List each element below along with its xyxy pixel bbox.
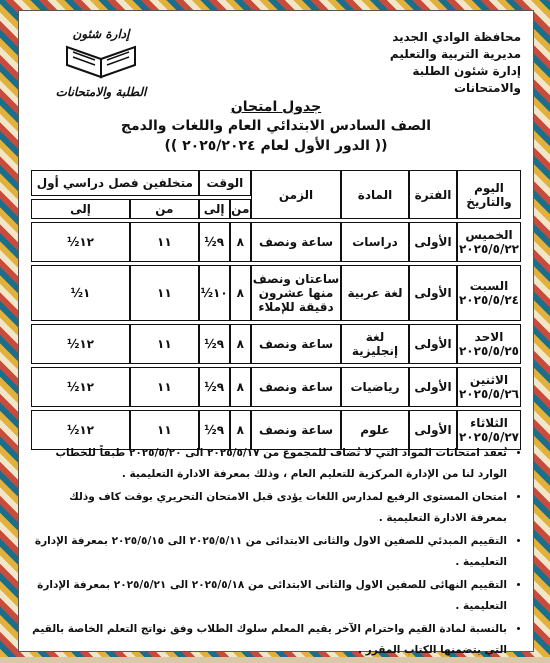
day-name: الاحد (474, 330, 504, 344)
header-duration: الزمن (251, 170, 341, 219)
makeup-from-cell: ١١ (130, 367, 199, 407)
makeup-to-cell: ١٢½ (31, 367, 130, 407)
time-from-cell: ٨ (230, 222, 251, 262)
subject-cell: علوم (341, 410, 409, 450)
duration-cell: ساعة ونصف (251, 324, 341, 364)
header-subject: المادة (341, 170, 409, 219)
period-cell: الأولى (409, 222, 457, 262)
document-subtitle: الصف السادس الابتدائي العام واللغات والدمج (120, 118, 432, 134)
subject-cell: دراسات (341, 222, 409, 262)
duration-cell: ساعة ونصف (251, 410, 341, 450)
makeup-from-cell: ١١ (130, 265, 199, 321)
makeup-to-cell: ١½ (31, 265, 130, 321)
day-cell (457, 265, 521, 321)
duration-cell: ساعتان ونصف منها عشرون دقيقة للإملاء (251, 265, 341, 321)
note-item: • امتحان المستوى الرفيع لمدارس اللغات يؤدى قبل الامتحان التحريري بوقت كاف وذلك بمعرفة الادارة التعليمية . (31, 487, 507, 529)
day-name: الثلاثاء (470, 416, 508, 430)
day-cell (457, 367, 521, 407)
governorate-label: محافظة الوادي الجديد (392, 30, 521, 44)
table-row (31, 324, 521, 364)
time-to-cell: ٩½ (199, 324, 230, 364)
time-to-cell: ٩½ (199, 410, 230, 450)
period-cell: الأولى (409, 324, 457, 364)
exam-schedule-table (31, 167, 521, 453)
notes-section (31, 443, 521, 663)
document-page (18, 10, 534, 656)
day-cell (457, 222, 521, 262)
day-date: ٢٠٢٥/٥/٢٤ (458, 293, 520, 307)
makeup-to-cell: ١٢½ (31, 324, 130, 364)
subject-cell: لغة عربية (341, 265, 409, 321)
logo-line1: إدارة شئون (72, 27, 130, 41)
period-cell: الأولى (409, 410, 457, 450)
header-time-from: من (230, 199, 251, 219)
duration-cell: ساعة ونصف (251, 222, 341, 262)
header-makeup-to: إلى (31, 199, 130, 219)
header-time: الوقت (199, 170, 251, 196)
time-from-cell: ٨ (230, 324, 251, 364)
day-name: السبت (469, 279, 509, 293)
makeup-from-cell: ١١ (130, 410, 199, 450)
day-name: الاثنين (469, 373, 509, 387)
time-to-cell: ٩½ (199, 222, 230, 262)
day-date: ٢٠٢٥/٥/٢٦ (458, 387, 520, 401)
time-from-cell: ٨ (230, 410, 251, 450)
document-title: جدول امتحان (230, 99, 322, 115)
header-makeup-from: من (130, 199, 199, 219)
header-period: الفترة (409, 170, 457, 219)
table-row (31, 222, 521, 262)
makeup-from-cell: ١١ (130, 324, 199, 364)
subject-cell: لغة إنجليزية (341, 324, 409, 364)
administration-header (351, 29, 521, 97)
duration-cell: ساعة ونصف (251, 367, 341, 407)
exam-round: (( الدور الأول لعام ٢٠٢٥/٢٠٢٤ )) (164, 138, 388, 154)
period-cell: الأولى (409, 265, 457, 321)
note-item: • بالنسبة لمادة القيم واحترام الآخر يقيم المعلم سلوك الطلاب وفق نواتج التعلم الخاصة بالقيم التي يتضمنها الكتاب المقرر . (31, 619, 507, 661)
header-time-to: إلى (199, 199, 230, 219)
subject-cell: رياضيات (341, 367, 409, 407)
note-item: • التقييم المبدئي للصفين الاول والثانى الابتدائى من ٢٠٢٥/٥/١١ الى ٢٠٢٥/٥/١٥ بمعرفة الإدارة التعليمية . (31, 531, 507, 573)
logo-line2: الطلبة والامتحانات (55, 85, 147, 99)
table-row (31, 367, 521, 407)
makeup-to-cell: ١٢½ (31, 410, 130, 450)
makeup-to-cell: ١٢½ (31, 222, 130, 262)
makeup-from-cell: ١١ (130, 222, 199, 262)
book-icon (61, 43, 141, 81)
time-to-cell: ٩½ (199, 367, 230, 407)
day-date: ٢٠٢٥/٥/٢٥ (458, 344, 520, 358)
titles-block (19, 99, 533, 154)
note-item: • تُعقد امتحانات المواد التي لا تُضاف للمجموع من ٢٠٢٥/٥/١٧ الى ٢٠٢٥/٥/٢٠ طبقاً للخطاب الوارد لنا من الإدارة المركزية للتعليم العام ، وذلك بمعرفة الادارة التعليمية . (31, 443, 507, 485)
day-name: الخميس (465, 228, 513, 242)
table-row (31, 265, 521, 321)
day-cell (457, 324, 521, 364)
directorate-label: مديرية التربية والتعليم (389, 47, 521, 61)
time-to-cell: ١٠½ (199, 265, 230, 321)
day-date: ٢٠٢٥/٥/٢٧ (458, 430, 520, 444)
time-from-cell: ٨ (230, 265, 251, 321)
note-item: • التقييم النهائى للصفين الاول والثانى الابتدائى من ٢٠٢٥/٥/١٨ الى ٢٠٢٥/٥/٢١ بمعرفة الإدارة التعليمية . (31, 575, 507, 617)
department-label: إدارة شئون الطلبة والامتحانات (412, 64, 521, 95)
time-from-cell: ٨ (230, 367, 251, 407)
header-makeup: متخلفين فصل دراسي أول (31, 170, 199, 196)
header-day: اليوم والتاريخ (457, 170, 521, 219)
logo (31, 23, 171, 103)
period-cell: الأولى (409, 367, 457, 407)
day-date: ٢٠٢٥/٥/٢٢ (458, 242, 520, 256)
